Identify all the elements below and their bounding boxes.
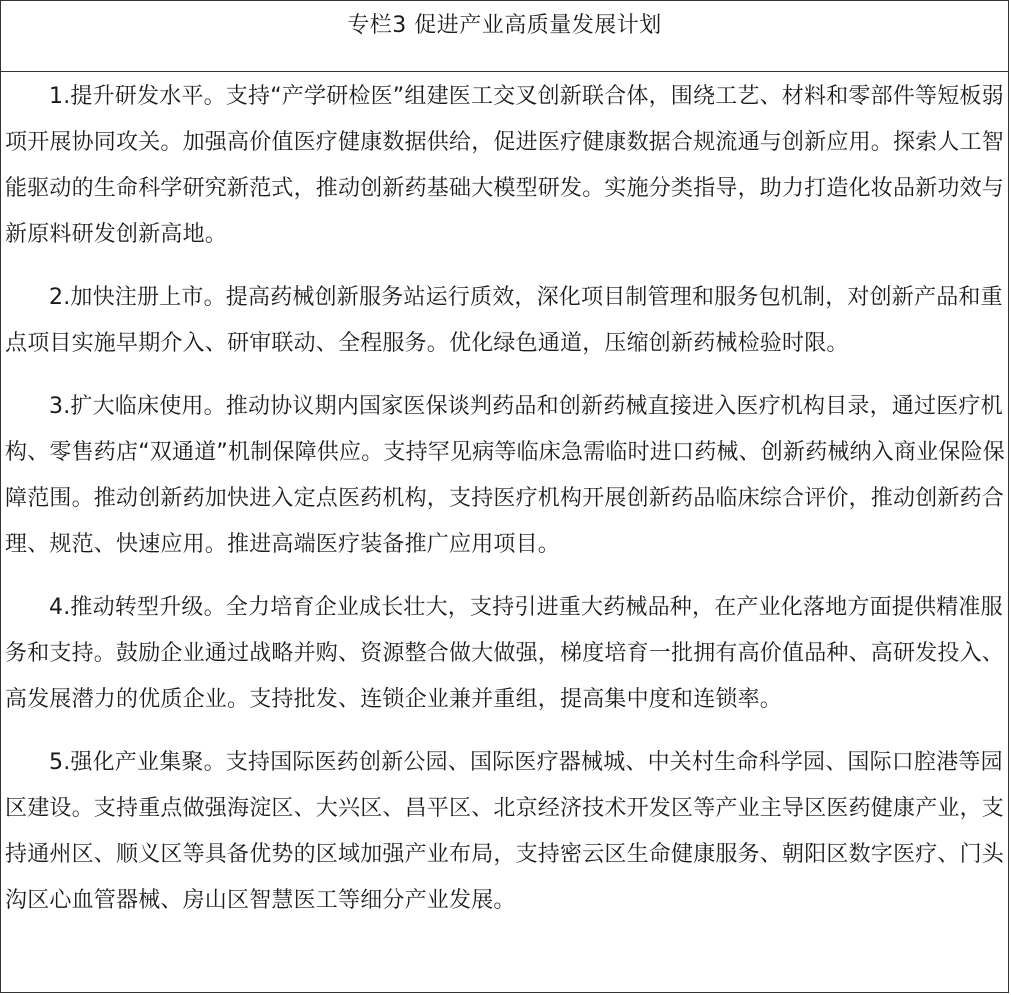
box-title: 专栏3 促进产业高质量发展计划 [1, 1, 1008, 72]
paragraph-research: 1.提升研发水平。支持“产学研检医”组建医工交叉创新联合体，围绕工艺、材料和零部件等短板弱项开展协同攻关。加强高价值医疗健康数据供给，促进医疗健康数据合规流通与创新应用。探索人工智能驱动的生命科学研究新范式，推动创新药基础大模型研发。实施分类指导，助力打造化妆品新功效与新原料研发创新高地。 [5, 84, 1005, 247]
box-body [1, 72, 1008, 924]
paragraph-clinical-use: 3.扩大临床使用。推动协议期内国家医保谈判药品和创新药械直接进入医疗机构目录，通过医疗机构、零售药店“双通道”机制保障供应。支持罕见病等临床急需临时进口药械、创新药械纳入商业保险保障范围。推动创新药加快进入定点医药机构，支持医疗机构开展创新药品临床综合评价，推动创新药合理、规范、快速应用。推进高端医疗装备推广应用项目。 [5, 394, 1005, 557]
paragraph-registration: 2.加快注册上市。提高药械创新服务站运行质效，深化项目制管理和服务包机制，对创新产品和重点项目实施早期介入、研审联动、全程服务。优化绿色通道，压缩创新药械检验时限。 [5, 285, 1003, 356]
paragraph-transformation: 4.推动转型升级。全力培育企业成长壮大，支持引进重大药械品种，在产业化落地方面提供精准服务和支持。鼓励企业通过战略并购、资源整合做大做强，梯度培育一批拥有高价值品种、高研发投入、高发展潜力的优质企业。支持批发、连锁企业兼并重组，提高集中度和连锁率。 [5, 595, 1005, 712]
paragraph-clustering: 5.强化产业集聚。支持国际医药创新公园、国际医疗器械城、中关村生命科学园、国际口腔港等园区建设。支持重点做强海淀区、大兴区、昌平区、北京经济技术开发区等产业主导区医药健康产业，支持通州区、顺义区等具备优势的区域加强产业布局，支持密云区生命健康服务、朝阳区数字医疗、门头沟区心血管器械、房山区智慧医工等细分产业发展。 [5, 750, 1005, 913]
